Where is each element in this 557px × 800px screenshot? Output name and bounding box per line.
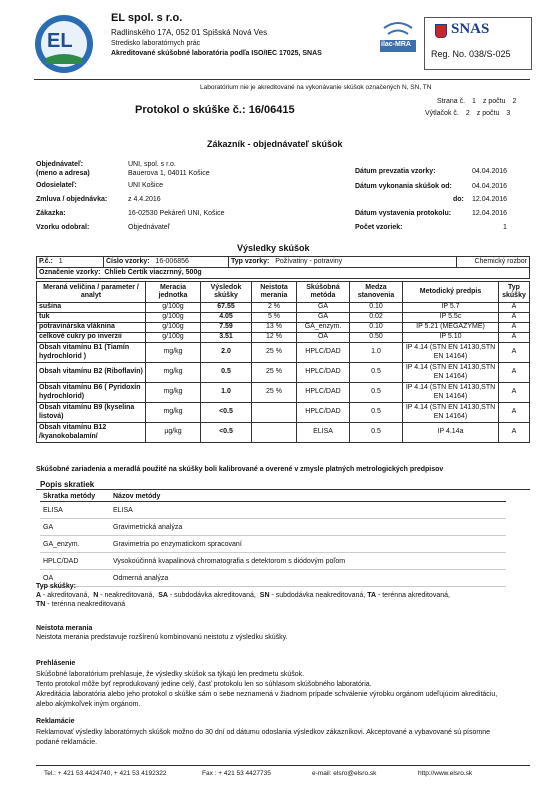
table-row <box>37 333 530 343</box>
cell-regulation: IP 4.14 (STN EN 14130,STN EN 14164) <box>403 403 499 423</box>
tested-label: Dátum vykonania skúšok od: <box>355 183 452 190</box>
types-line-2: TN - terénna neakreditovaná <box>36 601 126 608</box>
copy-info: Výtlačok č. 2 z počtu 3 <box>425 110 511 117</box>
cell-unit: µg/kg <box>146 423 201 443</box>
complaint-line: Reklamovať výsledky laboratórnych skúšok možno do 30 dní od dátumu odoslania výsledkov zákazníkovi. Akceptované a vybavované sú písomne <box>36 729 490 736</box>
uncertainty-heading: Neistota merania <box>36 625 93 632</box>
cell-uncertainty <box>252 423 297 443</box>
cell-result: <0.5 <box>201 423 252 443</box>
ilac-mra-logo <box>378 18 418 60</box>
abbrev-name: Vysokoúčinná kvapalinová chromatografia s detektorom s diódovým poľom <box>110 553 506 570</box>
cell-unit: mg/kg <box>146 383 201 403</box>
cell-limit: 0.10 <box>350 323 403 333</box>
type-description: - neakreditovaná, <box>98 592 159 599</box>
cell-method: HPLC/DAD <box>297 403 350 423</box>
cell-regulation: IP 5.7 <box>403 303 499 313</box>
sender-label: Odosielateľ: <box>36 182 77 189</box>
table-row <box>37 313 530 323</box>
abbrev-name: Gravimetrická analýza <box>110 519 506 536</box>
sampled-value: Objednávateľ <box>128 224 170 231</box>
cell-param: sušina <box>37 303 146 313</box>
cell-uncertainty: 13 % <box>252 323 297 333</box>
table-row <box>37 403 530 423</box>
abbrev-divider <box>36 489 530 490</box>
cell-result: 0.5 <box>201 363 252 383</box>
declaration-line: Skúšobné laboratórium prehlasuje, že výsledky skúšok sa týkajú len predmetu skúšok. <box>36 671 305 678</box>
cell-unit: g/100g <box>146 323 201 333</box>
cell-regulation: IP 4.14a <box>403 423 499 443</box>
cell-param: Obsah vitamínu B6 ( Pyridoxín hydrochlorid) <box>37 383 146 403</box>
table-row <box>37 303 530 313</box>
table-row <box>37 343 530 363</box>
received-label: Dátum prevzatia vzorky: <box>355 168 436 175</box>
cell-type: A <box>499 363 530 383</box>
company-address: Radlinského 17A, 052 01 Spišská Nová Ves <box>111 28 268 37</box>
order-value: 16-02530 Pekáreň UNI, Košice <box>128 210 225 217</box>
abbrev-row <box>40 553 506 570</box>
abbrev-code: GA_enzym. <box>40 536 110 553</box>
lab-center: Stredisko laboratórnych prác <box>111 40 201 47</box>
cell-limit: 0.5 <box>350 403 403 423</box>
order-label: Zákazka: <box>36 210 66 217</box>
abbrev-row <box>40 570 506 587</box>
cell-uncertainty: 25 % <box>252 343 297 363</box>
abbrev-name: ELISA <box>110 502 506 519</box>
abbrev-code: HPLC/DAD <box>40 553 110 570</box>
snas-badge <box>424 17 532 70</box>
abbrev-code: ELISA <box>40 502 110 519</box>
table-row <box>37 323 530 333</box>
abbrev-heading: Popis skratiek <box>40 480 95 489</box>
type-description: - subdodávka akreditovaná, <box>167 592 260 599</box>
table-row <box>37 383 530 403</box>
cell-uncertainty: 25 % <box>252 383 297 403</box>
cell-uncertainty: 25 % <box>252 363 297 383</box>
company-logo <box>34 14 94 74</box>
declaration-line: Tento protokol môže byť reprodukovaný jedine celý, časť protokolu len so súhlasom skúšobného laboratória. <box>36 681 372 688</box>
company-name: EL spol. s r.o. <box>111 12 183 24</box>
footer-email[interactable]: e-mail: elsro@elsro.sk <box>312 770 377 777</box>
cell-limit: 0.50 <box>350 333 403 343</box>
cell-method: ELISA <box>297 423 350 443</box>
cell-uncertainty: 2 % <box>252 303 297 313</box>
type-code: TA <box>367 592 377 599</box>
logo-text: EL <box>47 30 73 52</box>
cell-limit: 0.10 <box>350 303 403 313</box>
results-header-row: Meraná veličina / parameter / analyt Meracia jednotka Výsledok skúšky Neistota merania Skúšobná metóda Medza stanovenia Metodický predpis Typ skúšky <box>37 282 530 303</box>
cell-limit: 1.0 <box>350 343 403 363</box>
type-description: - terénna akreditovaná, <box>376 592 450 599</box>
cell-param: potravinárska vláknina <box>37 323 146 333</box>
cell-type: A <box>499 403 530 423</box>
snas-text: SNAS <box>451 21 490 37</box>
orderer-label: Objednávateľ: <box>36 161 84 168</box>
cell-limit: 0.5 <box>350 383 403 403</box>
abbrev-row <box>40 502 506 519</box>
orderer-sub-label: (meno a adresa) <box>36 170 90 177</box>
cell-unit: g/100g <box>146 303 201 313</box>
abbrev-row <box>40 536 506 553</box>
received-value: 04.04.2016 <box>472 168 508 175</box>
issued-value: 12.04.2016 <box>472 210 508 217</box>
orderer-address: Bauerova 1, 04011 Košice <box>128 170 210 177</box>
cell-regulation: IP 4.14 (STN EN 14130,STN EN 14164) <box>403 343 499 363</box>
type-code: N <box>93 592 99 599</box>
cell-unit: mg/kg <box>146 403 201 423</box>
cell-method: HPLC/DAD <box>297 383 350 403</box>
cell-type: A <box>499 313 530 323</box>
cell-method: HPLC/DAD <box>297 363 350 383</box>
declaration-heading: Prehlásenie <box>36 660 76 667</box>
cell-regulation: IP 4.14 (STN EN 14130,STN EN 14164) <box>403 383 499 403</box>
customer-heading: Zákazník - objednávateľ skúšok <box>207 139 343 149</box>
abbrev-name: Gravimetria po enzymatickom spracovaní <box>110 536 506 553</box>
type-code: SN <box>259 592 270 599</box>
footer-divider <box>36 765 530 766</box>
cell-method: GA <box>297 303 350 313</box>
cell-param: Obsah vitamínu B9 (kyselina listová) <box>37 403 146 423</box>
accreditation-note: Laboratórium nie je akreditované na vykonávanie skúšok označených N, SN, TN <box>200 84 432 91</box>
types-heading: Typ skúšky: <box>36 583 76 590</box>
cell-type: A <box>499 333 530 343</box>
tested-to: 12.04.2016 <box>472 196 508 203</box>
sender-value: UNI Košice <box>128 182 164 189</box>
count-value: 1 <box>503 224 507 231</box>
cell-unit: g/100g <box>146 313 201 323</box>
type-code: A <box>36 592 42 599</box>
abbrev-table: Skratka metódy Názov metódy ELISA ELISA GA Gravimetrická analýza GA_enzym. Gravimetria po enzymatickom spracovaní HPLC/DAD Vysokoúčinná kvapalinová chromatografia s detektorom s diódovým poľom OA Odmerná analýza <box>40 492 506 587</box>
cell-unit: g/100g <box>146 333 201 343</box>
uncertainty-text: Neistota merania predstavuje rozšírenú kombinovanú neistotu z výsledku skúšky. <box>36 634 288 641</box>
cell-unit: mg/kg <box>146 363 201 383</box>
type-description: - akreditovaná, <box>41 592 94 599</box>
cell-type: A <box>499 343 530 363</box>
cell-result: 3.51 <box>201 333 252 343</box>
type-description: - subdodávka neakreditovaná, <box>269 592 368 599</box>
cell-uncertainty <box>252 403 297 423</box>
abbrev-name: Odmerná analýza <box>110 570 506 587</box>
cell-uncertainty: 12 % <box>252 333 297 343</box>
reg-number: Reg. No. 038/S-025 <box>431 49 511 59</box>
cell-param: tuk <box>37 313 146 323</box>
declaration-line: Akreditácia laboratória alebo jeho protokol o skúške sám o sebe neznamená v žiadnom prípade schválenie výrobku orgánom udeľujúcim akreditáciu, <box>36 691 498 698</box>
complaint-text <box>36 728 490 748</box>
cell-result: 2.0 <box>201 343 252 363</box>
sample-info-table: P.č.: 1 Číslo vzorky: 16-006856 Typ vzorky: Požívatiny - potraviny Chemický rozbor Označenie vzorky: Chlieb Čertík viaczrnný, 500g <box>36 256 530 279</box>
cell-result: 7.59 <box>201 323 252 333</box>
footer-fax: Fax : + 421 53 4427735 <box>202 770 271 777</box>
results-heading: Výsledky skúšok <box>237 243 310 253</box>
cell-unit: mg/kg <box>146 343 201 363</box>
issued-label: Dátum vystavenia protokolu: <box>355 210 452 217</box>
contract-value: z 4.4.2016 <box>128 196 161 203</box>
cell-limit: 0.02 <box>350 313 403 323</box>
footer-web[interactable]: http://www.elsro.sk <box>418 770 473 777</box>
table-row <box>37 363 530 383</box>
ilac-text: ilac-MRA <box>381 41 411 48</box>
orderer-name: UNI, spol. s r.o. <box>128 161 176 168</box>
type-code: SA <box>158 592 168 599</box>
cell-param: Obsah vitamínu B1 (Tiamín hydrochlorid ) <box>37 343 146 363</box>
cell-result: 67.55 <box>201 303 252 313</box>
tested-to-label: do: <box>453 196 464 203</box>
accreditation-line: Akreditované skúšobné laboratória podľa ISO/IEC 17025, SNAS <box>111 50 322 57</box>
cell-regulation: IP 4.14 (STN EN 14130,STN EN 14164) <box>403 363 499 383</box>
complaint-heading: Reklamácie <box>36 718 75 725</box>
tested-from: 04.04.2016 <box>472 183 508 190</box>
cell-param: Obsah vitamínu B12 /kyanokobalamín/ <box>37 423 146 443</box>
page-info: Strana č. 1 z počtu 2 <box>437 98 517 105</box>
cell-method: OA <box>297 333 350 343</box>
cell-type: A <box>499 383 530 403</box>
abbrev-row <box>40 519 506 536</box>
cell-method: HPLC/DAD <box>297 343 350 363</box>
complaint-line: podané reklamácie. <box>36 739 98 746</box>
cell-method: GA_enzym. <box>297 323 350 333</box>
cell-regulation: IP 5.21 (MEGAZYME) <box>403 323 499 333</box>
results-table <box>36 281 530 443</box>
snas-emblem-icon <box>435 24 447 38</box>
contract-label: Zmluva / objednávka: <box>36 196 108 203</box>
cell-result: <0.5 <box>201 403 252 423</box>
cell-regulation: IP 5.5c <box>403 313 499 323</box>
protocol-title: Protokol o skúške č.: 16/06415 <box>135 104 295 116</box>
count-label: Počet vzoriek: <box>355 224 403 231</box>
cell-regulation: IP 5.10 <box>403 333 499 343</box>
cell-uncertainty: 5 % <box>252 313 297 323</box>
cell-type: A <box>499 303 530 313</box>
header-divider <box>34 79 530 80</box>
sample-designation: Označenie vzorky: Chlieb Čertík viaczrnný, 500g <box>37 268 530 279</box>
abbrev-code: OA <box>40 570 110 587</box>
cell-result: 4.05 <box>201 313 252 323</box>
table-row <box>37 423 530 443</box>
types-line-1 <box>36 592 450 600</box>
declaration-line: alebo akýmkoľvek iným orgánom. <box>36 701 141 708</box>
cell-param: celkové cukry po inverzii <box>37 333 146 343</box>
cell-type: A <box>499 323 530 333</box>
cell-method: GA <box>297 313 350 323</box>
abbrev-code: GA <box>40 519 110 536</box>
cell-param: Obsah vitamínu B2 (Riboflavín) <box>37 363 146 383</box>
calibration-note: Skúšobné zariadenia a meradlá použité na skúšky boli kalibrované a overené v zmysle platných metrologických predpisov <box>36 466 444 473</box>
cell-limit: 0.5 <box>350 423 403 443</box>
cell-result: 1.0 <box>201 383 252 403</box>
cell-limit: 0.5 <box>350 363 403 383</box>
cell-type: A <box>499 423 530 443</box>
sampled-label: Vzorku odobral: <box>36 224 90 231</box>
declaration-text <box>36 670 497 710</box>
footer-tel: Tel.: + 421 53 4424740, + 421 53 4192322 <box>44 770 167 777</box>
